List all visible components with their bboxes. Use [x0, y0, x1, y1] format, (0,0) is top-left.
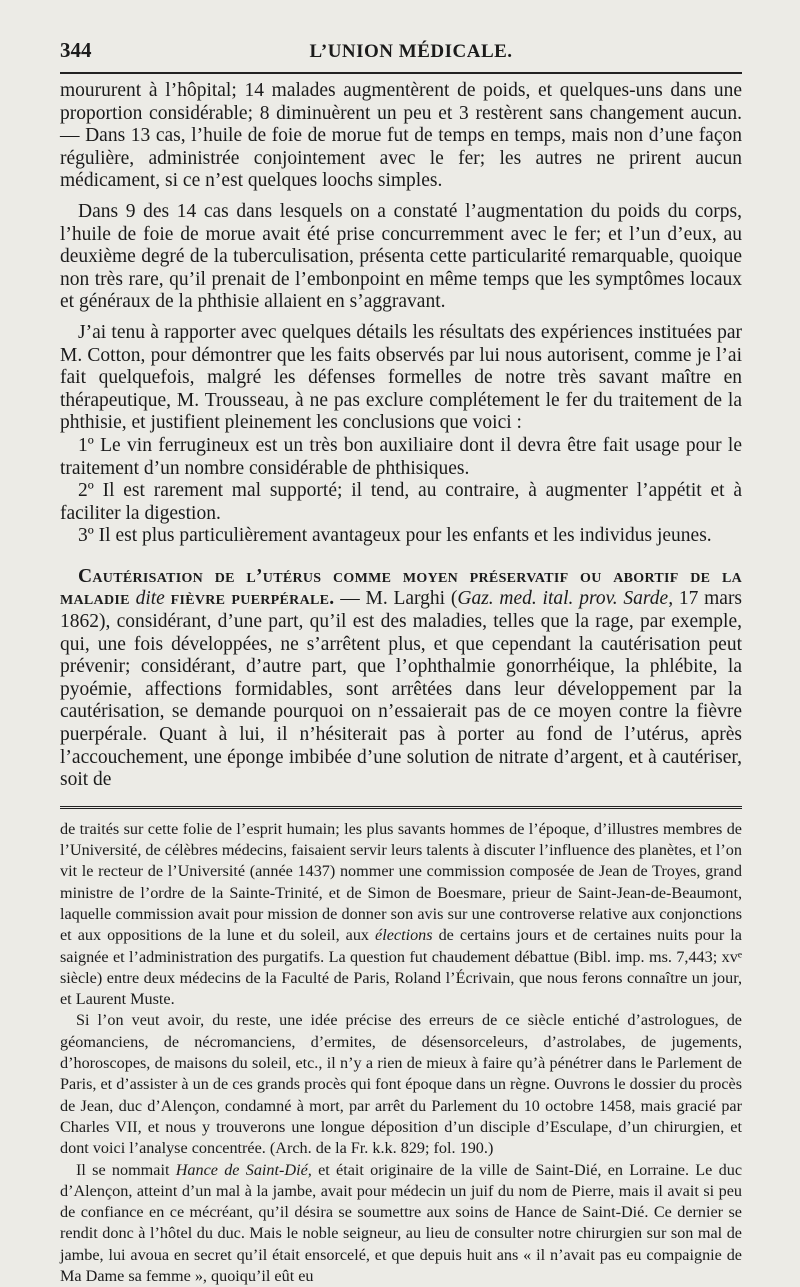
section-cauterisation: [60, 566, 742, 792]
footnote-rule: [60, 806, 742, 811]
conclusion-2: 2º Il est rarement mal supporté; il tend, au contraire, à augmenter l’appétit et à faciliter la digestion.: [60, 480, 742, 524]
footnote-emphasis: élections: [375, 926, 433, 945]
section-citation: Gaz. med. ital. prov. Sarde,: [457, 588, 674, 610]
footnote-hance-name: Hance de Saint-Dié,: [175, 1160, 312, 1179]
footnote-hance-text: Il se nommait: [76, 1160, 176, 1179]
footnote-text-cont: de certains jours et de certaines nuits pour la saignée et l’administration des purgatifs. La question fut chaudement débattue (Bibl. imp. ms. 7,443; xvᵉ siècle) entre deux médecins de la Faculté de Paris, Roland l’Écrivain, que nous ferons connaître un jour, et Laurent Muste.: [60, 926, 742, 1009]
running-head-title: L’UNION MÉDICALE.: [309, 41, 513, 62]
page-number: 344: [60, 38, 92, 62]
page-header: [60, 38, 742, 68]
conclusion-1: 1º Le vin ferrugineux est un très bon auxiliaire dont il devra être fait usage pour le traitement d’un nombre considérable de phthisiques.: [60, 434, 742, 479]
paragraph-conclusions-intro: J’ai tenu à rapporter avec quelques détails les résultats des expériences instituées par M. Cotton, pour démontrer que les faits observés par lui nous autorisent, comme je l’ai fait quelquefois, malgré les défenses formelles de notre très savant maître en thérapeutique, M. Trousseau, à ne pas exclure complétement le fer du traitement de la phthisie, et justifient pleinement les conclusions que voici :: [60, 321, 742, 434]
section-heading-dite: dite: [135, 588, 165, 610]
footnote-hance-cont: et était originaire de la ville de Saint-Dié, en Lorraine. Le duc d’Alençon, atteint d’un mal à la jambe, avait pour médecin un juif du nom de Pierre, mais il avait si peu de confiance en ce mécréant, qu’il désira se soumettre aux soins de Hance de Saint-Dié. Ce dernier se rendit donc à l’hôtel du duc. Mais le noble seigneur, au lieu de consulter notre chirurgien sur son mal de jambe, lui avoua en secret qu’il était ensorcelé, et que depuis huit ans « il n’avait pas eu compaignie de Ma Dame sa femme », quoiqu’il eût eu: [60, 1160, 743, 1286]
footnote-astrology: [60, 819, 742, 1011]
conclusion-3: 3º Il est plus particulièrement avantageux pour les enfants et les individus jeunes.: [78, 525, 712, 547]
footnote-text: de traités sur cette folie de l’esprit humain; les plus savants hommes de l’époque, d’illustres membres de l’Université, de célèbres médecins, faisaient servir leurs talents à discuter l’influence des planètes, et l’on vit le recteur de l’Université (année 1437) nommer une commission composée de Jean de Troyes, grand ministre de l’ordre de la Sainte-Trinité, et de Simon de Boesmare, prieur de Saint-Jean-de-Beaumont, laquelle commission avait pour mission de donner son avis sur une controverse relative aux conjonctions et aux oppositions de la lune et du soleil, aux: [60, 819, 742, 945]
paragraph-weight-gain: Dans 9 des 14 cas dans lesquels on a constaté l’augmentation du poids du corps, l’huile de foie de morue avait été prise concurremment avec le fer; et l’un d’eux, au deuxième degré de la tuberculisation, présenta cette particularité remarquable, quoique non très rare, qu’il prenait de l’embonpoint en même temps que les symptômes locaux et généraux de la phthisie allaient en s’aggravant.: [60, 200, 742, 313]
section-text: 17 mars 1862), considérant, d’une part, qu’il est des maladies, telles que la rage, par exemple, qui, une fois développées, ne s’arrêtent plus, et que cependant la cautérisation peut prévenir; considérant, d’autre part, que l’ophthalmie gonorrhéique, la phlébite, la pyoémie, affections formidables, sont arrêtées dans leur développement par la cautérisation, se demande pourquoi on n’essaierait pas de ce moyen contre la fièvre puerpérale. Quant à lui, il n’hésiterait pas à porter au fond de l’utérus, après l’accouchement, une éponge imbibée d’une solution de nitrate d’argent, et à cautériser, soit de: [60, 588, 743, 791]
main-text: [60, 80, 742, 792]
section-heading: Cautérisation de l’utérus comme moyen préservatif ou abortif de la maladie: [60, 565, 742, 610]
section-author: — M. Larghi (: [334, 588, 458, 610]
header-rule: [60, 72, 742, 74]
paragraph-results: moururent à l’hôpital; 14 malades augmentèrent de poids, et quelques-uns dans une proportion considérable; 8 diminuèrent un peu et 3 restèrent sans changement aucun. — Dans 13 cas, l’huile de foie de morue fut de temps en temps, mais non d’une façon régulière, administrée conjointement avec le fer; les autres ne prirent aucun médicament, si ce n’est quelques loochs simples.: [60, 80, 742, 192]
section-heading-fever: fièvre puerpérale.: [170, 588, 335, 610]
footnote-hance: [60, 1160, 742, 1287]
footnotes: [60, 819, 742, 1287]
footnote-parlement: Si l’on veut avoir, du reste, une idée précise des erreurs de ce siècle entiché d’astrologues, de géomanciens, de nécromanciens, d’ermites, de désensorceleurs, d’astrolabes, de jugements, d’horoscopes, de maisons du soleil, etc., il n’y a rien de mieux à faire qu’à pénétrer dans le Parlement de Paris, et d’assister à un de ces grands procès qui font époque dans un règne. Ouvrons le dossier du procès de Jean, duc d’Alençon, condamné à mort, par arrêt du Parlement du 10 octobre 1458, mais gracié par Charles VII, et nous y trouverons une longue déposition d’un disciple d’Esculape, d’un chirurgien, et dont voici l’analyse concentrée. (Arch. de la Fr. k.k. 829; fol. 190.): [60, 1011, 742, 1158]
